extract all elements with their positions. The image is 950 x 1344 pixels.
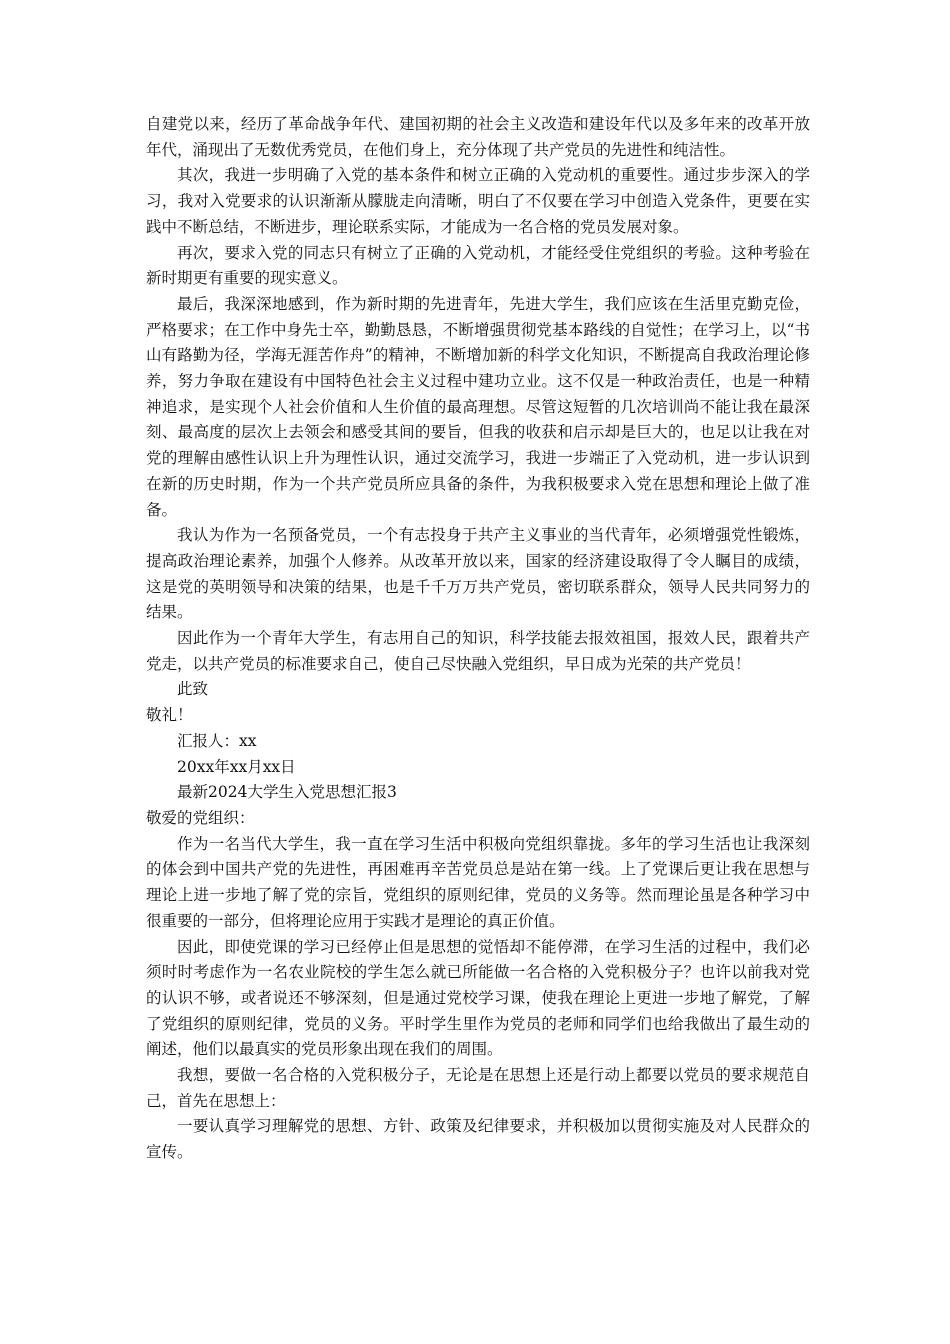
section-title: 最新2024大学生入党思想汇报3 xyxy=(177,783,397,802)
paragraph: 我想，要做一名合格的入党积极分子，无论是在思想上还是行动上都要以党员的要求规范自己，首先在思想上： xyxy=(146,1066,810,1110)
paragraph: 最后，我深深地感到，作为新时期的先进青年，先进大学生，我们应该在生活里克勤克俭，严格要求；在工作中身先士卒，勤勤恳恳，不断增强贯彻党基本路线的自觉性；在学习上，以“书山有路勤为径，学海无涯苦作舟”的精神，不断增加新的科学文化知识，不断提高自我政治理论修养，努力争取在建设有中国特色社会主义过程中建功立业。这不仅是一种政治责任，也是一种精神追求，是实现个人社会价值和人生价值的最高理想。尽管这短暂的几次培训尚不能让我在最深刻、最高度的层次上去领会和感受其间的要旨，但我的收获和启示却是巨大的，也足以让我在对党的理解由感性认识上升为理性认识，通过交流学习，我进一步端正了入党动机，进一步认识到在新的历史时期，作为一个共产党员所应具备的条件，为我积极要求入党在思想和理论上做了准备。 xyxy=(146,294,810,519)
reporter-signature: 汇报人：xx xyxy=(177,731,257,750)
paragraph: 其次，我进一步明确了入党的基本条件和树立正确的入党动机的重要性。通过步步深入的学习，我对入党要求的认识渐渐从朦胧走向清晰，明白了不仅要在学习中创造入党条件，更要在实践中不断总结，不断进步，理论联系实际，才能成为一名合格的党员发展对象。 xyxy=(146,166,810,236)
paragraph: 因此作为一个青年大学生，有志用自己的知识，科学技能去报效祖国，报效人民，跟着共产党走，以共产党员的标准要求自己，使自己尽快融入党组织，早日成为光荣的共产党员！ xyxy=(146,629,810,673)
closing-salutation: 此致 xyxy=(177,680,209,699)
letter-greeting: 敬爱的党组织： xyxy=(146,808,255,827)
paragraph: 一要认真学习理解党的思想、方针、政策及纪律要求，并积极加以贯彻实施及对人民群众的宣传。 xyxy=(146,1117,810,1162)
document-body xyxy=(146,112,810,1166)
report-date: 20xx年xx月xx日 xyxy=(177,757,296,776)
paragraph: 因此，即使党课的学习已经停止但是思想的觉悟却不能停滞，在学习生活的过程中，我们必须时时考虑作为一名农业院校的学生怎么就已所能做一名合格的入党积极分子？也许以前我对党的认识不够，或者说还不够深刻，但是通过党校学习课，使我在理论上更进一步地了解党，了解了党组织的原则纪律，党员的义务。平时学生里作为党员的老师和同学们也给我做出了最生动的阐述，他们以最真实的党员形象出现在我们的周围。 xyxy=(146,937,810,1059)
paragraph: 我认为作为一名预备党员，一个有志投身于共产主义事业的当代青年，必须增强党性锻炼，提高政治理论素养，加强个人修养。从改革开放以来，国家的经济建设取得了令人瞩目的成绩，这是党的英明领导和决策的结果，也是千千万万共产党员，密切联系群众，领导人民共同努力的结果。 xyxy=(146,526,810,622)
paragraph: 再次，要求入党的同志只有树立了正确的入党动机，才能经受住党组织的考验。这种考验在新时期更有重要的现实意义。 xyxy=(146,243,810,288)
paragraph: 自建党以来，经历了革命战争年代、建国初期的社会主义改造和建设年代以及多年来的改革开放年代，涌现出了无数优秀党员，在他们身上，充分体现了共产党员的先进性和纯洁性。 xyxy=(146,115,810,159)
paragraph: 作为一名当代大学生，我一直在学习生活中积极向党组织靠拢。多年的学习生活也让我深刻的体会到中国共产党的先进性，再困难再辛苦党员总是站在第一线。上了党课后更让我在思想与理论上进一步地了解了党的宗旨，党组织的原则纪律，党员的义务等。然而理论虽是各种学习中很重要的一部分，但将理论应用于实践才是理论的真正价值。 xyxy=(146,834,810,930)
closing-regards: 敬礼！ xyxy=(146,706,193,725)
